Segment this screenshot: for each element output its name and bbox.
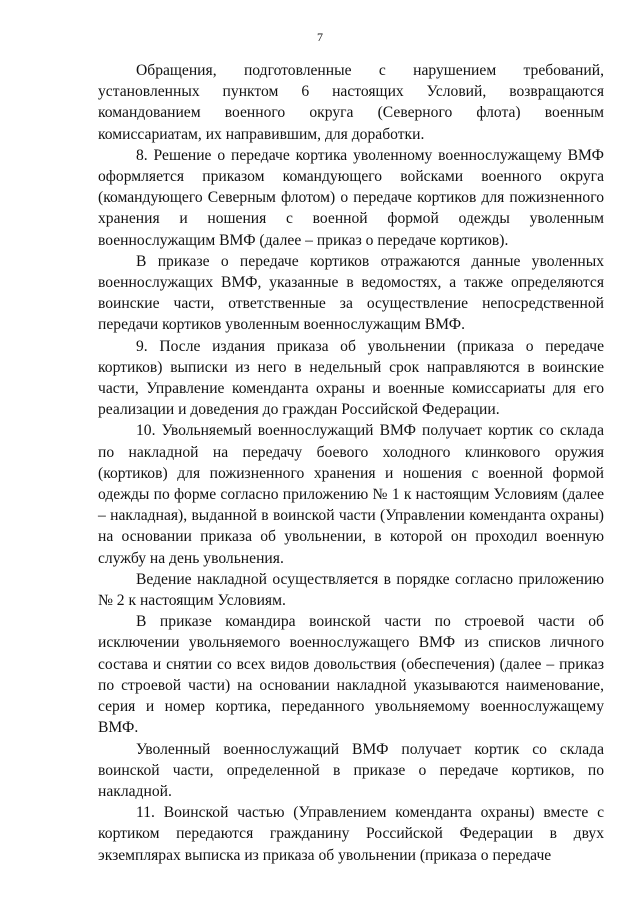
paragraph: В приказе о передаче кортиков отражаются данные уволенных военнослужащих ВМФ, указанные в ведомостях, а также определяются воинские части, ответственные за осуществление непосредственной передачи кортиков уволенным военнослужащим ВМФ. [98,252,604,334]
paragraph: Уволенный военнослужащий ВМФ получает кортик со склада воинской части, определенной в приказе о передаче кортиков, по накладной. [98,740,604,800]
paragraph: 11. Воинской частью (Управлением коменданта охраны) вместе с кортиком передаются гражданину Российской Федерации в двух экземплярах выписка из приказа об увольнении (приказа о передаче [98,804,604,864]
page-number: 7 [317,30,323,44]
paragraph: 9. После издания приказа об увольнении (приказа о передаче кортиков) выписки из него в недельный срок направляются в воинские части, Управление коменданта охраны и военные комиссариаты для его реализации и доведения до граждан Российской Федерации. [98,337,604,419]
document-body [98,60,604,866]
paragraph: В приказе командира воинской части по строевой части об исключении увольняемого военнослужащего ВМФ из списков личного состава и снятии со всех видов довольствия (обеспечения) (далее – приказ по строевой части) на основании накладной указываются наименование, серия и номер кортика, переданного увольняемому военнослужащему ВМФ. [98,613,604,737]
paragraph: Обращения, подготовленные с нарушением требований, установленных пунктом 6 настоящих Условий, возвращаются командованием военного округа (Северного флота) военным комиссариатам, их направившим, для доработки. [98,62,604,143]
paragraph: 10. Увольняемый военнослужащий ВМФ получает кортик со склада по накладной на передачу боевого холодного клинкового оружия (кортиков) для пожизненного хранения и ношения с военной формой одежды по форме согласно приложению № 1 к настоящим Условиям (далее – накладная), выданной в воинской части (Управлении коменданта охраны) на основании приказа об увольнении, в которой он проходил военную службу на день увольнения. [98,422,604,567]
paragraph: 8. Решение о передаче кортика уволенному военнослужащему ВМФ оформляется приказом командующего войсками военного округа (командующего Северным флотом) о передаче кортиков для пожизненного хранения и ношения с военной формой одежды уволенным военнослужащим ВМФ (далее – приказ о передаче кортиков). [98,146,604,249]
paragraph: Ведение накладной осуществляется в порядке согласно приложению № 2 к настоящим Условиям. [98,570,604,610]
